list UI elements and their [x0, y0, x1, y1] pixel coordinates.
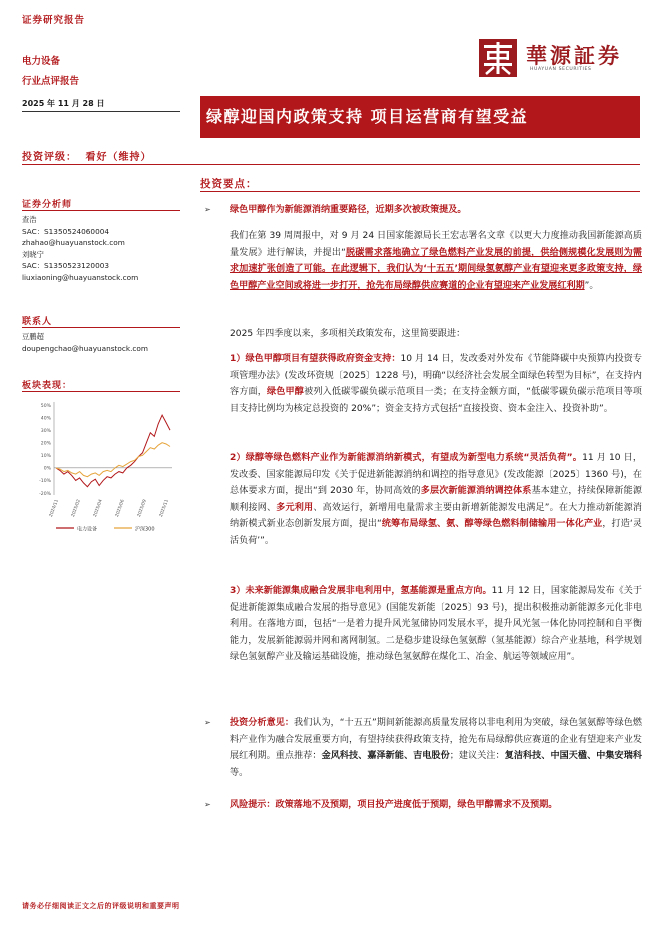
sector-block — [22, 52, 79, 92]
highlight-text: 绿色甲醇 — [267, 387, 305, 398]
x-tick-label: 2025/11 — [158, 498, 170, 518]
section-title: 1）绿色甲醇项目有望获得政府资金支持： — [230, 354, 401, 364]
divider — [200, 191, 640, 192]
y-tick-label: 20% — [40, 441, 51, 447]
analyst-list — [22, 214, 138, 283]
legend-label: 沪深300 — [135, 526, 155, 533]
analyst-sac: SAC：S1350524060004 — [22, 226, 110, 236]
highlight-text: 多元利用 — [276, 502, 314, 513]
text: ”。 — [584, 280, 599, 291]
analysts-heading: 证券分析师 — [22, 200, 73, 210]
title-banner — [200, 96, 640, 138]
section-title: 3）未来新能源集成融合发展非电利用中，氢基能源是重点方向。 — [230, 586, 492, 596]
text: 10 月 14 日，发改委对外发布《节能降碳中央预算内投资专项管理办法》(发改环资规〔2025〕1228 号)，明确“以经济社会发展全面绿色转型为目标”，在支持内容方面， — [230, 354, 642, 398]
footer-disclaimer: 请务必仔细阅读正文之后的评级说明和重要声明 — [22, 902, 180, 910]
rating-value: 看好（维持） — [85, 152, 152, 163]
section-title: 投资分析意见： — [230, 718, 295, 728]
logo-english-name: HUAYUAN SECURITIES — [530, 67, 592, 72]
divider — [22, 111, 180, 112]
y-tick-label: 30% — [40, 428, 51, 434]
series-line-power-equipment — [56, 415, 170, 487]
x-tick-label: 2025/06 — [114, 498, 126, 518]
section-title: 2）绿醇等绿色燃料产业作为新能源消纳新模式，有望成为新型电力系统“灵活负荷”。 — [230, 453, 583, 463]
recommended-stocks: 金风科技、嘉泽新能、吉电股份 — [321, 751, 450, 762]
paragraph-weekly-review — [230, 228, 642, 294]
bullet-arrow-icon: ➢ — [204, 800, 211, 809]
text: 我们在第 39 周周报中，对 9 月 24 日国家能源局长王宏志署名文章《以更大力度推动我国新能源高质量发展》进行解读，并提出“ — [230, 231, 642, 258]
report-type-label: 证券研究报告 — [22, 15, 86, 26]
y-tick-label: 10% — [40, 454, 51, 460]
huayuan-logo — [478, 38, 638, 78]
rating-row — [22, 148, 151, 163]
rating-label: 投资评级： — [22, 152, 77, 163]
bullet-arrow-icon: ➢ — [204, 205, 211, 214]
highlight-text: 脱碳需求落地确立了绿色燃料产业发展的前提，供给侧规模化发展则为需求加速扩张创造了可能。在此逻辑下，我们认为‘十五五’期间绿氢氨醇产业有望迎来更多政策支持，绿色甲醇产业空间或将进一步打开，抢先布局绿醇供应赛道的企业有望迎来产业发展红利期 — [230, 247, 642, 291]
y-tick-label: -10% — [39, 479, 51, 485]
analyst-name: 刘晓宁 — [22, 249, 44, 259]
chart-legend — [56, 526, 155, 533]
y-tick-label: 0% — [43, 466, 51, 472]
divider — [22, 391, 180, 392]
analyst-sac: SAC：S1350523120003 — [22, 261, 110, 270]
contact-name: 豆鹏超 — [22, 332, 44, 341]
divider — [22, 210, 180, 211]
y-tick-label: 50% — [40, 403, 51, 409]
logo-emblem-icon — [478, 38, 518, 78]
text: 11 月 12 日，国家能源局发布《关于促进新能源集成融合发展的指导意见》(国能发新能〔2025〕93 号)，提出积极推动新能源多元化非电利用。在落地方面，包括“一是着力提升风光氢储协同发展水平，提升风光氢一体化协同控制和自平衡能力，发展新能源弱并网和离网制氢。二是稳步建设绿色氢氨醇（氢基能源）综合产业基地，科学规划绿色氢氨醇产业及输运基础设施，推动绿色氢氨醇在煤化工、冶金、航运等领域应用”。 — [230, 586, 642, 663]
legend-label: 电力设备 — [77, 526, 98, 533]
logo-chinese-name: 華源証券 — [526, 43, 622, 68]
y-tick-label: -20% — [39, 491, 51, 497]
paragraph-policy-3 — [230, 583, 642, 666]
highlight-text: 统筹布局绿氢、氨、醇等绿色燃料制储输用一体化产业 — [381, 519, 603, 530]
series-line-csi300 — [56, 443, 170, 477]
text: 等。 — [230, 767, 249, 778]
risk-text: 政策落地不及预期，项目投产进度低于预期，绿色甲醇需求不及预期。 — [275, 800, 558, 810]
contact-block — [22, 331, 148, 354]
bullet-green-methanol — [230, 202, 642, 219]
paragraph-risk — [230, 797, 642, 814]
page-title: 绿醇迎国内政策支持 项目运营商有望受益 — [206, 107, 529, 126]
bullet-arrow-icon: ➢ — [204, 718, 211, 727]
paragraph-policy-1 — [230, 351, 642, 417]
divider — [22, 164, 640, 165]
contact-email: doupengchao@huayuanstock.com — [22, 343, 148, 353]
performance-chart — [22, 397, 180, 537]
section-title: 风险提示： — [230, 800, 276, 810]
bullet-title: 绿色甲醇作为新能源消纳重要路径，近期多次被政策提及。 — [230, 205, 467, 215]
x-tick-label: 2025/09 — [136, 498, 148, 518]
paragraph-policy-intro: 2025 年四季度以来，多项相关政策发布，这里简要跟进： — [230, 329, 466, 339]
text: 11 月 10 日，发改委、国家能源局印发《关于促进新能源消纳和调控的指导意见》(发改能源〔2025〕1360 号)，在总体要求方面，提出“到 2030 年，协同高效的 — [230, 453, 642, 497]
performance-heading: 板块表现： — [22, 381, 73, 391]
x-tick-label: 2025/04 — [92, 498, 104, 518]
text: ，打造‘灵活负荷’”。 — [230, 519, 642, 546]
text: 基本建立，持续保障新能源顺利接网、 — [230, 486, 642, 513]
contact-heading: 联系人 — [22, 317, 53, 327]
paragraph-policy-2 — [230, 450, 642, 550]
key-points-heading: 投资要点： — [200, 178, 258, 190]
sector-label: 电力设备 — [22, 56, 61, 67]
analyst-email: zhahao@huayuanstock.com — [22, 238, 125, 247]
text: 我们认为，“十五五”期间新能源高质量发展将以非电利用为突破，绿色氢氨醇等绿色燃料产业作为融合发展重要方向，有望持续获得政策支持，抢先布局绿醇供应赛道的企业有望迎来产业发展红利期。重点推荐： — [230, 718, 642, 762]
x-tick-label: 2024/11 — [48, 498, 60, 518]
analyst-name: 查浩 — [22, 215, 37, 224]
report-date: 2025 年 11 月 28 日 — [22, 99, 105, 108]
report-category-label: 行业点评报告 — [22, 76, 80, 87]
text: ；建议关注： — [449, 751, 505, 762]
y-tick-label: 40% — [40, 416, 51, 422]
highlight-text: 多层次新能源消纳调控体系 — [420, 486, 532, 497]
watch-stocks: 复洁科技、中国天楹、中集安瑞科 — [504, 751, 642, 762]
analyst-email: liuxiaoning@huayuanstock.com — [22, 272, 139, 282]
text: 被列入低碳零碳负碳示范项目一类；在支持金额方面，“低碳零碳负碳示范项目等项目支持比例均为核定总投资的 20%”；资金支持方式包括“直接投资、资本金注入、投资补助”。 — [230, 387, 642, 414]
x-tick-label: 2025/02 — [70, 498, 82, 518]
divider — [22, 327, 180, 328]
text: 、高效运行，新增用电量需求主要由新增新能源发电满足”。在大力推动新能源消纳新模式新业态创新发展方面，提出“ — [230, 502, 642, 530]
paragraph-investment-view — [230, 715, 642, 781]
